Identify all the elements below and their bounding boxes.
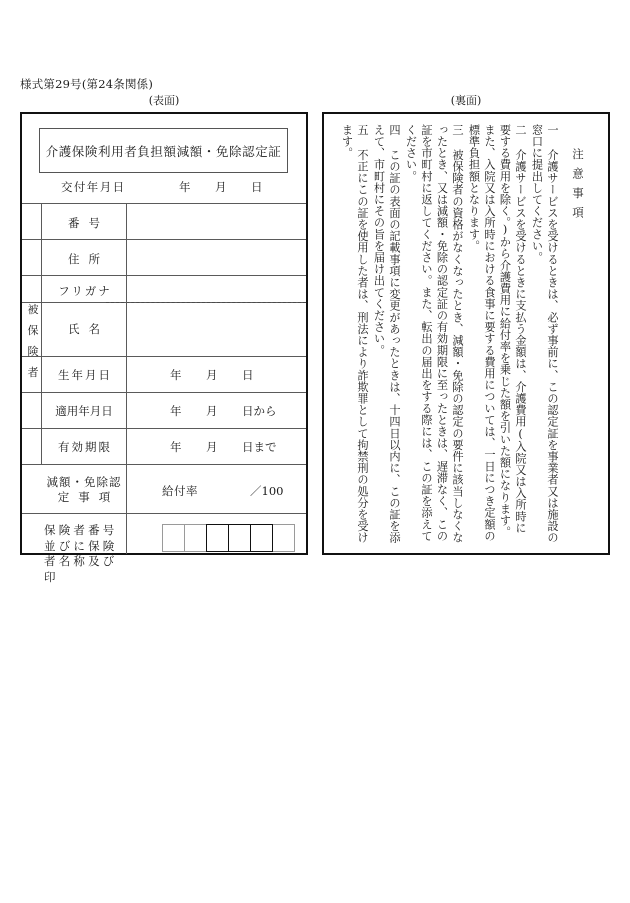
insured-group-char: 被 [27,303,39,316]
insurer-label-line1: 保険者番号 [44,523,118,537]
certificate-back-panel [322,112,610,555]
notice-section [324,114,608,553]
issue-date-day: 日 [251,180,263,194]
apply-date-year: 年 [170,404,182,418]
table-rule [22,464,306,465]
insured-group-char: 者 [27,366,39,379]
furigana-name-divider [106,302,306,303]
table-rule [22,428,306,429]
issue-date-row [39,177,288,199]
notice-item-2: 二 介護サービスを受けるときに支払う金額は、介護費用(入院又は入所時に要する費用を除く。)から介護費用に給付率を乗じた額を引いた額になります。また、入院又は入所時における食事に要する費用については、一日につき定額の標準負担額となります。 [467,124,527,542]
apply-date-day: 日から [242,404,277,418]
issue-date-year: 年 [179,180,191,194]
insurer-number-cell[interactable] [162,524,185,552]
table-rule [22,356,306,357]
certificate-title: 介護保険利用者負担額減額・免除認定証 [45,143,282,159]
issue-date-label: 交付年月日 [61,180,126,194]
birthdate-month: 月 [206,368,218,382]
issue-date-month: 月 [215,180,227,194]
insurer-label-line3: 者名称及び [44,554,118,568]
front-side-caption: (表面) [148,94,180,107]
insurer-number-cell[interactable] [184,524,207,552]
table-rule [22,239,306,240]
row-label-apply-date: 適用年月日 [55,404,113,418]
reduction-label-line1: 減額・免除認 [46,475,122,489]
insurer-number-field[interactable] [162,524,294,552]
row-label-expiry: 有効期限 [58,440,112,454]
birthdate-year: 年 [170,368,182,382]
benefit-rate-value: ／100 [250,484,284,498]
row-label-furigana: フリガナ [58,284,112,298]
insured-person-group-label [24,299,42,383]
insurer-label-line2: 並びに保険 [44,538,118,553]
insurer-number-cell[interactable] [272,524,295,552]
insured-info-table [22,203,306,584]
benefit-rate-label: 給付率 [162,484,198,498]
insured-group-char: 険 [27,345,39,358]
birthdate-day: 日 [242,368,254,382]
reduction-section-label [42,475,126,505]
table-rule [22,392,306,393]
insurer-number-cell[interactable] [206,524,229,552]
reduction-label-line2: 定事項 [57,490,120,504]
insured-group-char: 保 [27,324,39,337]
apply-date-month: 月 [206,404,218,418]
back-side-caption: (裏面) [450,94,482,107]
table-rule [22,513,306,514]
notice-item-1: 一 介護サービスを受けるときは、必ず事前に、この認定証を事業者又は施設の窓口に提出してください。 [530,124,559,544]
row-label-address: 住所 [68,252,109,266]
insurer-number-cell[interactable] [250,524,273,552]
form-number-header: 様式第29号(第24条関係) [20,77,154,91]
row-label-birthdate: 生年月日 [58,368,112,382]
insurer-section-label [42,523,128,585]
notice-item-5: 五 不正にこの証を使用した者は、刑法により詐欺罪として拘禁刑の処分を受けます。 [340,124,369,544]
insurer-label-line4: 印 [44,569,56,584]
insurer-number-cell[interactable] [228,524,251,552]
row-label-name: 氏名 [68,322,109,336]
table-rule [22,203,306,204]
table-rule [126,203,127,554]
expiry-year: 年 [170,440,182,454]
certificate-front-panel [20,112,308,584]
notice-item-3: 三 被保険者の資格がなくなったとき、減額・免除の認定の要件に該当しなくなったとき、又は減額・免除の認定証の有効期限に至ったときは、遅滞なく、この証を市町村に返してください。また、転出の届出をする際には、この証を添えてください。 [404,124,464,544]
notice-item-4: 四 この証の表面の記載事項に変更があったときは、十四日以内に、この証を添えて、市町村にその旨を届け出てください。 [372,124,401,544]
expiry-month: 月 [206,440,218,454]
notice-heading: 注意事項 [571,148,585,226]
expiry-day: 日まで [242,440,277,454]
certificate-title-plate [39,128,288,173]
row-label-number: 番号 [68,216,109,230]
table-rule [22,275,306,276]
